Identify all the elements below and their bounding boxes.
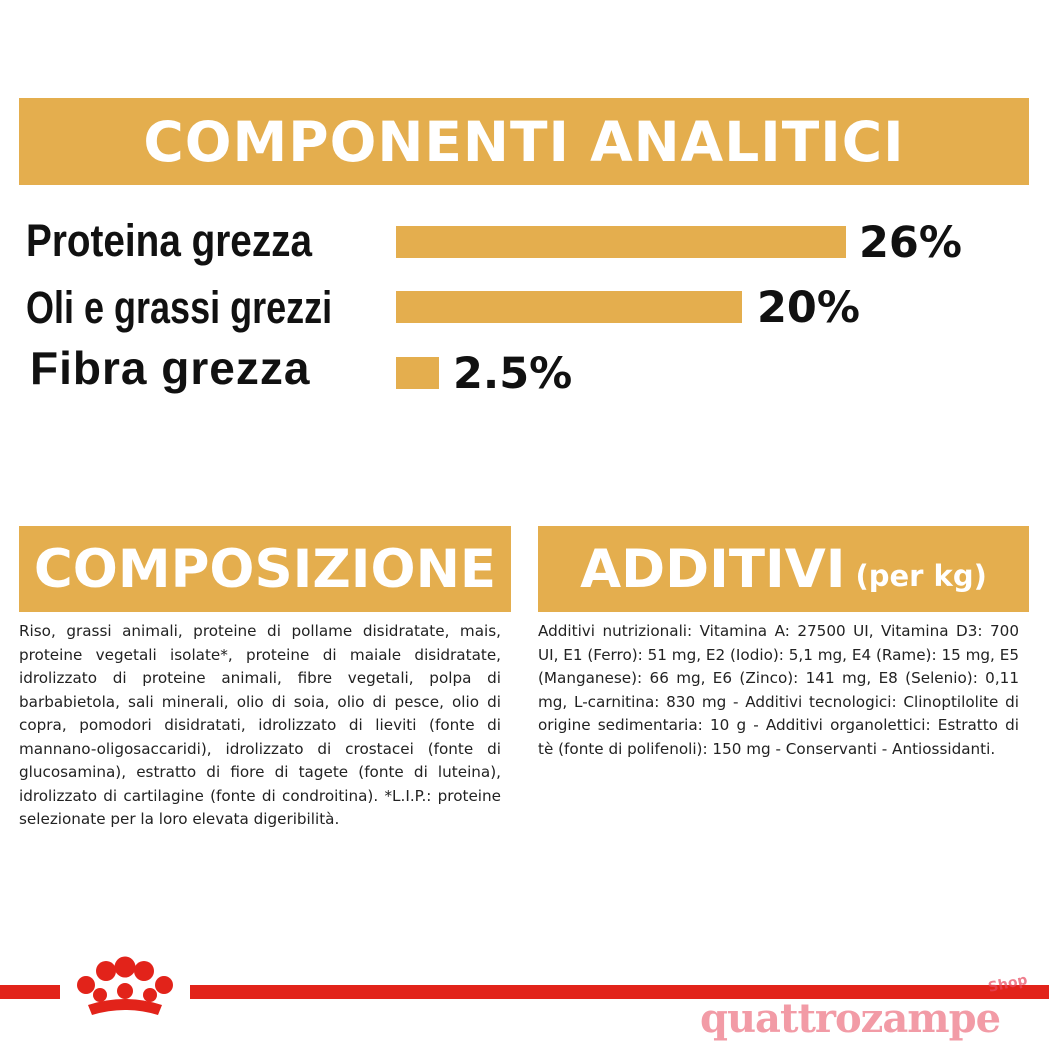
additives-title: ADDITIVI [580,538,846,600]
fiber-bar [396,357,439,389]
additives-title-suffix: (per kg) [855,559,987,593]
analytical-components-banner [19,98,1029,185]
quattrozampe-watermark: quattrozampe [700,995,1001,1042]
protein-value: 26% [859,218,962,268]
fat-bar [396,291,742,323]
protein-bar [396,226,846,258]
royal-canin-crown-icon [60,955,190,1025]
fat-label: Oli e grassi grezzi [26,282,333,333]
fat-value: 20% [757,283,860,333]
protein-label: Proteina grezza [26,215,313,266]
composition-text: Riso, grassi animali, proteine di pollame disidratate, mais, proteine vegetali isolate*, proteine di maiale disidratate, idrolizzato di proteine animali, fibre vegetali, polpa di barbabietola, sali minerali, olio di soia, olio di pesce, olio di copra, pomodori disidratati, idrolizzato di lieviti (fonte di mannano-oligosaccaridi), idrolizzato di crostacei (fonte di glucosamina), estratto di fiore di tagete (fonte di luteina), idrolizzato di cartilagine (fonte di condroitina). *L.I.P.: proteine selezionate per la loro elevata digeribilità. [19,622,501,828]
shop-badge: Shop [986,972,1029,996]
fiber-value: 2.5% [453,349,573,399]
fiber-label: Fibra grezza [30,342,311,394]
analytical-components-title: COMPONENTI ANALITICI [143,109,905,174]
additives-text: Additivi nutrizionali: Vitamina A: 27500 UI, Vitamina D3: 700 UI, E1 (Ferro): 51 mg, E2 (Iodio): 5,1 mg, E4 (Rame): 15 mg, E5 (Manganese): 66 mg, E6 (Zinco): 141 mg, E8 (Selenio): 0,11 mg, L-carnitina: 830 mg - Additivi tecnologici: Clinoptilolite di origine sedimentaria: 10 g - Additivi organolettici: Estratto di tè (fonte di polifenoli): 150 mg - Conservanti - Antiossidanti. [538,622,1019,758]
composition-banner [19,526,511,612]
composition-title: COMPOSIZIONE [33,538,497,600]
additives-banner [538,526,1029,612]
